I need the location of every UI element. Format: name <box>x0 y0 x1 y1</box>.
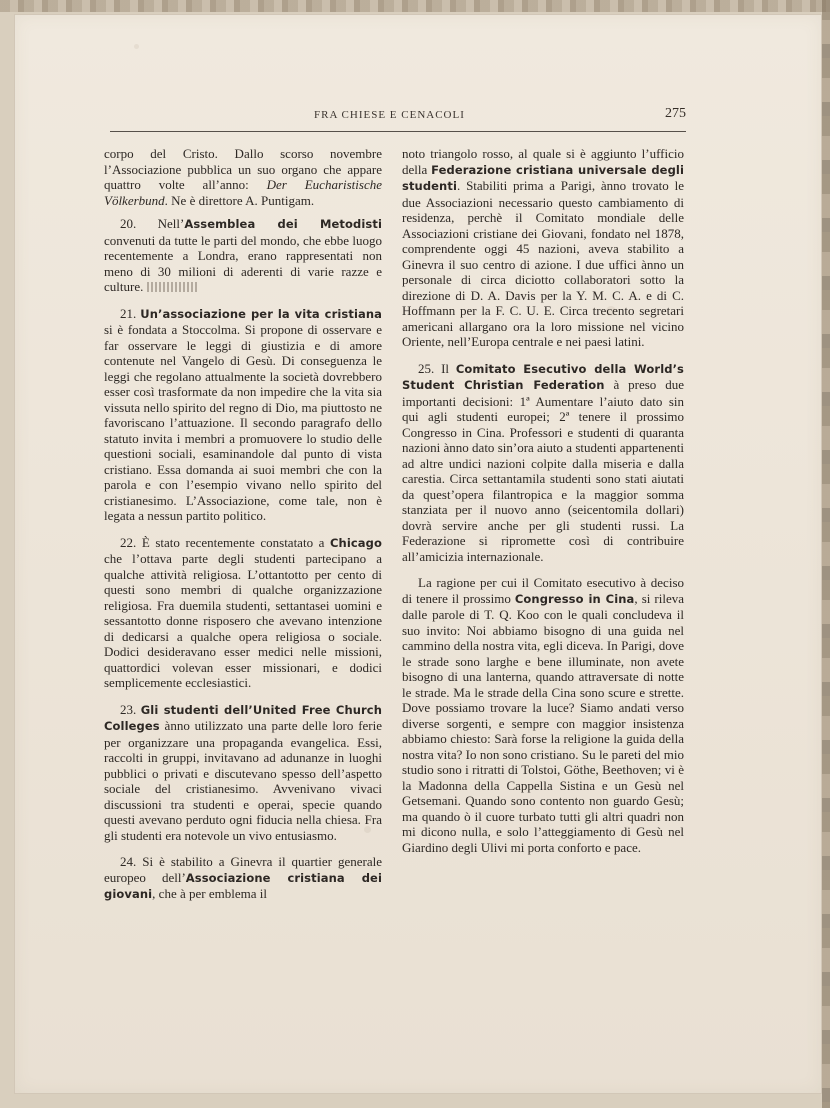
paragraph-20 <box>104 216 382 295</box>
paragraph-text: convenuti da tutte le parti del mondo, che ebbe luogo recentemente a Londra, erano rappresentati non meno di 30 milioni di aderenti di varie razze e culture. <box>104 232 382 294</box>
top-paper-edge <box>0 0 830 12</box>
bold-heading: Federazione cristiana universale degli studenti <box>402 162 685 193</box>
paragraph-24 <box>104 854 382 903</box>
header-rule <box>110 131 686 132</box>
bold-heading: Gli studenti dell’United Free Church Colleges <box>104 702 382 733</box>
paragraph-text: . Stabiliti prima a Parigi, ànno trovato le due Associazioni necessario questo cambiamento di residenza, perchè il Comitato mondiale delle Associazioni cristiane dei Giovani, fondato nel 1878, comprendente oggi 45 nazioni, aveva stabilito a Ginevra il suo centro di azione. I due uffici ànno un personale di circa diciotto collaboratori sotto la direzione di D. A. Davis per la Y. M. C. A. e di C. Hoffmann per la F. C. U. E. Circa trecento segretari americani allargano ora la loro missione nel vicino Oriente, nell’Europa centrale e nei paesi latini. <box>402 178 684 349</box>
paragraph-text: La ragione per cui il Comitato esecutivo à deciso di tenere il prossimo <box>402 575 684 606</box>
paragraph-text: ànno utilizzato una parte delle loro ferie per organizzare una propaganda evangelica. Essi, raccolti in gruppi, invitavano ad adunanze in luoghi pubblici o privati e discutevano spesso dell’aspetto sociale del cristianesimo. Avvenivano vivaci discussioni tra studenti e operai, specie quando questi avevano perduto ogni fiducia nella chiesa. Fra gli studenti era notevole un vivo entusiasmo. <box>104 718 382 843</box>
paragraph-text: noto triangolo rosso, al quale si è aggiunto l’ufficio della <box>402 146 684 177</box>
paragraph-text: corpo del Cristo. Dallo scorso novembre l’Associazione pubblica un suo organo che appare quattro volte all’anno: <box>104 146 382 192</box>
paragraph-text: , si rileva dalle parole di T. Q. Koo con le quali concludeva il suo invito: Noi abbiamo bisogno di una guida nel cammino della nostra vita, egli diceva. In Parigi, dove le strade sono larghe e bene illuminate, non avete bisogno di una lanterna, quando attraversate di notte le strade. Ma le strade della Cina sono scure e strette. Dove possiamo trovare la luce? Siamo andati verso diverse sorgenti, e sempre con maggior insistenza abbiamo chiesto: Sarà forse la religione la guida della nostra vita? Io non sono cristiano. Su le pareti del mio studio sono i ritratti di Tolstoi, Göthe, Beethoven; vi è la Madonna della Cappella Sistina e un Gesù nel Getsemani. Quando sono contento non guardo Gesù; ma quando ò il cuore turbato tutti gli altri quadri non mi dicono nulla, e solo l’atteggiamento di Gesù nel Giardino degli Ulivi mi porta conforto e pace. <box>402 590 684 855</box>
running-title: FRA CHIESE E CENACOLI <box>314 109 465 121</box>
bold-heading: Assemblea dei Metodisti <box>184 217 382 231</box>
paragraph-text: à preso due importanti decisioni: 1ª Aumentare l’aiuto dato sin qui agli studenti europei; 2ª tenere il prossimo Congresso in Cina. Professori e studenti di quaranta nazioni ànno dato sin’ora aiuto a studenti appartenenti ad altre undici nazioni colpite dalla miseria e dalla carestia. Circa settantamila studenti sono stati aiutati da quest’opera filantropica e la maggior somma stanziata per il nuovo anno (seicentomila dollari) dovrà servire anche per gli studenti russi. La Federazione si ripromette così di contribuire all’amicizia internazionale. <box>402 377 685 564</box>
paragraph-number: 25. Il <box>418 360 456 376</box>
bold-heading: Congresso in Cina <box>514 591 635 606</box>
paragraph-number: 22. È stato recentemente constatato a <box>120 534 331 550</box>
paragraph-21 <box>104 306 382 524</box>
page-number: 275 <box>665 106 686 121</box>
right-paragraph-continuation <box>402 146 684 350</box>
bold-heading: Associazione cristiana dei giovani <box>104 870 382 901</box>
left-paragraph-continuation <box>104 146 382 208</box>
paragraph-number: 23. <box>120 701 141 717</box>
bold-heading: Comitato Esecutivo della World’s Student Christian Federation <box>402 361 684 392</box>
paragraph-number: 24. Si è stabilito a Ginevra il quartier generale europeo dell’ <box>104 854 382 885</box>
bold-heading: Chicago <box>330 535 382 550</box>
paragraph-text: che l’ottava parte degli studenti partecipano a qualche attività religiosa. L’ottantotto per cento di questi sono membri di qualche organizzazione religiosa. Fra duemila studenti, settantasei uomini e sessantotto donne risposero che avevano intenzione di dedicarsi a qualche opera religiosa o sociale. Dodici desideravano esser medici nelle missioni, quattordici volevan esser missionari, e dodici semplicemente ecclesiastici. <box>104 551 382 690</box>
printed-ornament <box>147 282 199 292</box>
paragraph-25 <box>402 361 684 565</box>
bold-heading: Un’associazione per la vita cristiana <box>140 306 382 321</box>
italic-title: Der Eucharistische Völkerbund <box>104 177 382 208</box>
paragraph-text: . Ne è direttore A. Puntigam. <box>164 192 315 208</box>
paper-spot <box>134 44 139 49</box>
right-column <box>402 146 684 866</box>
paragraph-number: 20. Nell’ <box>120 216 185 231</box>
paragraph-22 <box>104 535 382 691</box>
paragraph-text: si è fondata a Stoccolma. Si propone di osservare e far osservare le leggi di giustizia e di amore contenute nel Vangelo di Gesù. Di conseguenza le leggi che regolano attualmente la società dovrebbero esser così trasformate da non impedire che la vita sia vissuta nello spirito del regno di Dio, ma piuttosto ne favoriscano l’attuazione. Il secondo paragrafo dello statuto invita i membri a promuovere lo studio delle questioni sociali, esaminandole dal punto di vista cristiano. Essa domanda ai suoi membri che con la parola e con l’esempio vivano nello spirito del cristianesimo. L’Associazione, come tale, non è legata a nessun partito politico. <box>104 322 382 523</box>
paragraph-26 <box>402 575 684 855</box>
left-column <box>104 146 382 914</box>
paragraph-number: 21. <box>120 305 141 321</box>
paragraph-text: , che à per emblema il <box>152 886 267 901</box>
paragraph-23 <box>104 702 382 844</box>
page-header <box>110 104 686 130</box>
right-paper-edge <box>822 0 830 1108</box>
